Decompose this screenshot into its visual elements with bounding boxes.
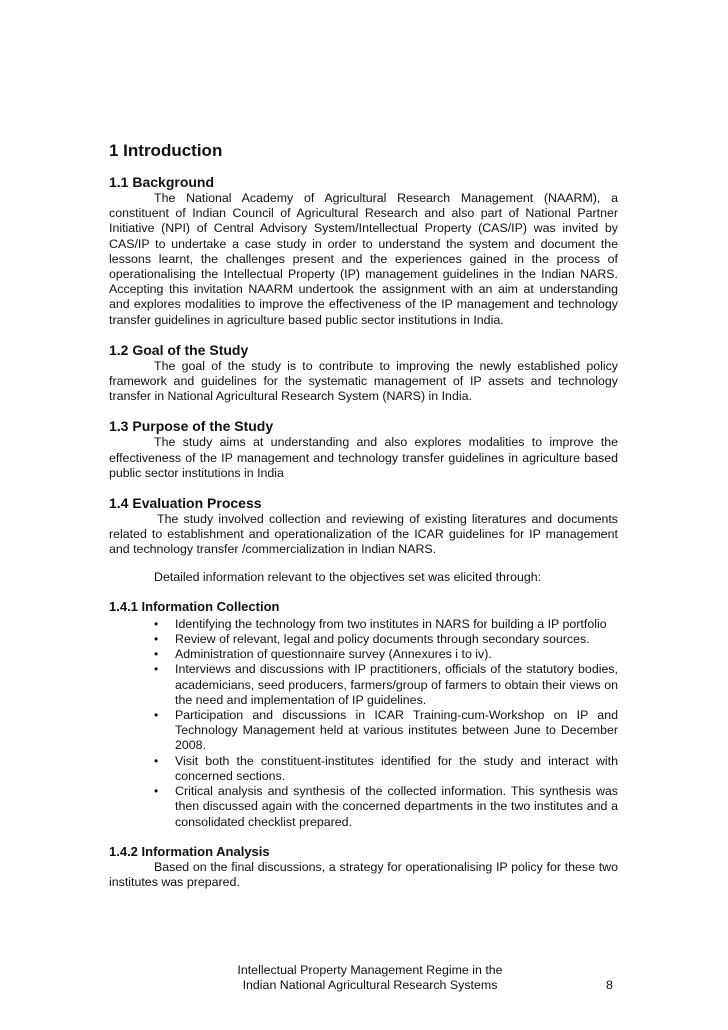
section-paragraph: The National Academy of Agricultural Research Management (NAARM), a constituent of Indian Council of Agricultural Research and also part of National Partner Initiative (NPI) of Central Advisory System/Intellectual Property (CAS/IP) was invited by CAS/IP to undertake a case study in order to understand the system and document the lessons learnt, the challenges present and the experiences gained in the process of operationalising the Intellectual Property (IP) management guidelines in the Indian NARS. Accepting this invitation NAARM undertook the assignment with an aim at understanding and explores modalities to improve the effectiveness of the IP management and technology transfer guidelines in agriculture based public sector institutions in India. [109, 191, 618, 327]
section-heading: 1.2 Goal of the Study [109, 341, 249, 358]
bullet-icon: • [154, 616, 159, 631]
list-item: • Interviews and discussions with IP practitioners, officials of the statutory bodies, academicians, seed producers, farmers/group of farmers to obtain their views on the need and implementation of IP guidelines. [154, 662, 618, 707]
section-information-analysis [109, 844, 618, 890]
section-purpose [109, 418, 618, 481]
section-heading: 1.3 Purpose of the Study [109, 418, 274, 435]
footer-line: Intellectual Property Management Regime in the [237, 963, 503, 977]
footer-line: Indian National Agricultural Research Systems [242, 978, 498, 992]
section-background [109, 174, 618, 328]
subsection-heading: 1.4.1 Information Collection [109, 598, 280, 614]
list-item: • Administration of questionnaire survey (Annexures i to iv). [154, 647, 492, 662]
section-paragraph: The study aims at understanding and also explores modalities to improve the effectiveness of the IP management and technology transfer guidelines in agriculture based public sector institutions in India [109, 435, 618, 480]
footer-title [230, 963, 510, 993]
section-heading: 1.1 Background [109, 174, 215, 190]
bullet-icon: • [154, 632, 159, 647]
section-paragraph: Based on the final discussions, a strategy for operationalising IP policy for these two institutes was prepared. [109, 859, 618, 889]
bullet-icon: • [154, 784, 159, 799]
section-heading: 1.4 Evaluation Process [109, 495, 262, 512]
list-item: • Critical analysis and synthesis of the collected information. This synthesis was then discussed again with the concerned departments in the two institutes and a consolidated checklist prepared. [154, 784, 618, 829]
bullet-icon: • [154, 753, 159, 768]
document-body [109, 140, 618, 904]
bullet-icon: • [154, 647, 159, 662]
list-item: • Review of relevant, legal and policy documents through secondary sources. [154, 632, 590, 647]
section-paragraph: Detailed information relevant to the objectives set was elicited through: [154, 569, 542, 584]
subsection-heading: 1.4.2 Information Analysis [109, 843, 270, 859]
chapter-title: 1 Introduction [109, 141, 223, 160]
section-paragraph: The goal of the study is to contribute to improving the newly established policy framework and guidelines for the systematic management of IP assets and technology transfer in National Agricultural Research System (NARS) in India. [109, 358, 618, 404]
list-item: • Visit both the constituent-institutes identified for the study and interact with concerned sections. [154, 753, 618, 783]
bullet-list [109, 617, 618, 830]
list-item: • Participation and discussions in ICAR Training-cum-Workshop on IP and Technology Management held at various institutes between June to December 2008. [154, 708, 618, 753]
list-item: • Identifying the technology from two institutes in NARS for building a IP portfolio [154, 616, 607, 631]
bullet-icon: • [154, 708, 159, 723]
section-information-collection [109, 599, 618, 830]
section-evaluation [109, 495, 618, 585]
bullet-icon: • [154, 662, 159, 677]
page-number: 8 [606, 978, 613, 992]
section-paragraph: The study involved collection and reviewing of existing literatures and documents related to establishment and operationalization of the ICAR guidelines for IP management and technology transfer /commercialization in Indian NARS. [109, 512, 618, 557]
section-goal [109, 342, 618, 405]
